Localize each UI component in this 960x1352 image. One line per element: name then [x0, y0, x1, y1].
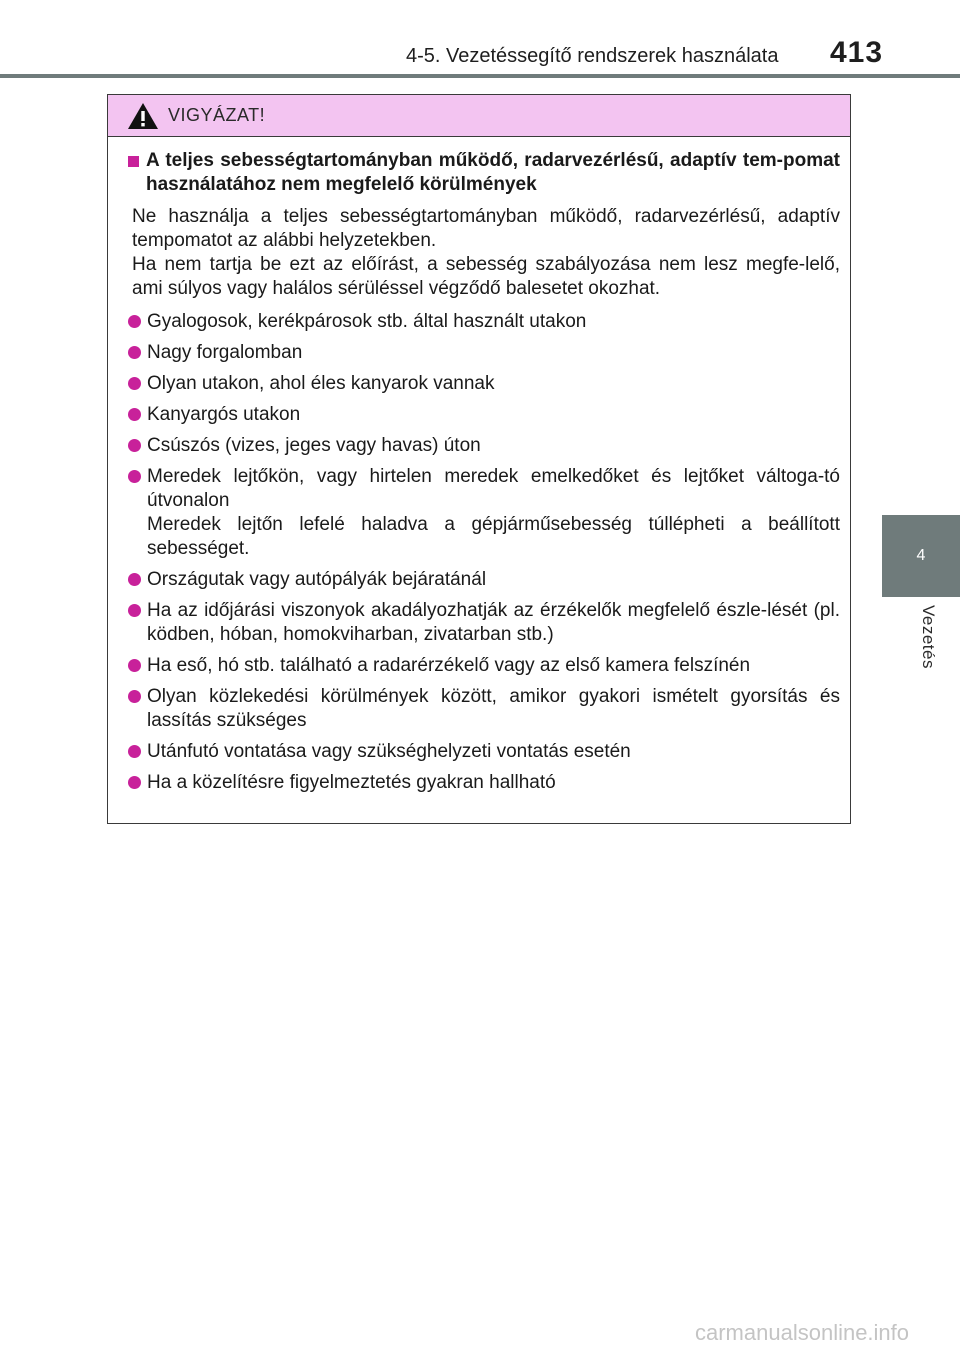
- list-item: [128, 568, 840, 592]
- list-item-text: Olyan utakon, ahol éles kanyarok vannak: [147, 373, 495, 394]
- list-item-text: Meredek lejtőkön, vagy hirtelen meredek emelkedőket és lejtőket váltoga-tó útvonalon: [147, 466, 840, 511]
- header-rule: [0, 74, 960, 78]
- list-item: [128, 771, 840, 795]
- caution-title: VIGYÁZAT!: [168, 105, 266, 125]
- list-item: [128, 654, 840, 678]
- watermark: carmanualsonline.info: [695, 1320, 910, 1345]
- list-item: [128, 465, 840, 561]
- bullet-icon: [128, 315, 141, 328]
- caution-body: [108, 137, 850, 795]
- list-item: [128, 740, 840, 764]
- caution-intro: [132, 205, 840, 301]
- list-item: [128, 599, 840, 647]
- list-item: [128, 434, 840, 458]
- bullet-icon: [128, 659, 141, 672]
- bullet-icon: [128, 573, 141, 586]
- section-title: 4-5. Vezetéssegítő rendszerek használata: [406, 45, 779, 67]
- bullet-icon: [128, 745, 141, 758]
- caution-heading-text: A teljes sebességtartományban működő, radarvezérlésű, adaptív tem-pomat használatához nem megfelelő körülmények: [146, 150, 840, 195]
- bullet-icon: [128, 346, 141, 359]
- list-item-text: Ha az időjárási viszonyok akadályozhatják az érzékelők megfelelő észle-lését (pl. ködben, hóban, homokviharban, zivatarban stb.): [147, 600, 840, 645]
- intro-paragraph-2: Ha nem tartja be ezt az előírást, a sebesség szabályozása nem lesz megfe-lelő, ami súlyos vagy halálos sérüléssel végződő balesetet okozhat.: [132, 254, 840, 299]
- bullet-icon: [128, 776, 141, 789]
- caution-header: [108, 95, 850, 137]
- warning-icon: [127, 102, 159, 130]
- list-item: [128, 685, 840, 733]
- bullet-icon: [128, 408, 141, 421]
- bullet-icon: [128, 439, 141, 452]
- list-item-text: Kanyargós utakon: [147, 404, 301, 425]
- bullet-icon: [128, 377, 141, 390]
- caution-heading: [128, 149, 840, 197]
- list-item-note: Meredek lejtőn lefelé haladva a gépjárműsebesség túllépheti a beállított sebességet.: [147, 514, 840, 559]
- chapter-tab: 4: [882, 515, 960, 597]
- chapter-label: Vezetés: [919, 605, 938, 669]
- list-item-text: Nagy forgalomban: [147, 342, 303, 363]
- bullet-icon: [128, 690, 141, 703]
- list-item: [128, 310, 840, 334]
- list-item: [128, 403, 840, 427]
- condition-list: [128, 310, 840, 795]
- bullet-icon: [128, 604, 141, 617]
- list-item-text: Csúszós (vizes, jeges vagy havas) úton: [147, 435, 481, 456]
- list-item-text: Olyan közlekedési körülmények között, amikor gyakori ismételt gyorsítás és lassítás szükséges: [147, 686, 840, 731]
- list-item: [128, 341, 840, 365]
- list-item-text: Ha eső, hó stb. található a radarérzékelő vagy az első kamera felszínén: [147, 655, 751, 676]
- page-number: 413: [830, 36, 884, 69]
- list-item: [128, 372, 840, 396]
- list-item-text: Utánfutó vontatása vagy szükséghelyzeti vontatás esetén: [147, 741, 631, 762]
- bullet-icon: [128, 470, 141, 483]
- intro-paragraph-1: Ne használja a teljes sebességtartományban működő, radarvezérlésű, adaptív tempomatot az alábbi helyzetekben.: [132, 206, 840, 251]
- square-bullet-icon: [128, 156, 139, 167]
- list-item-text: Ha a közelítésre figyelmeztetés gyakran hallható: [147, 772, 556, 793]
- list-item-text: Országutak vagy autópályák bejáratánál: [147, 569, 487, 590]
- page-header: [0, 0, 960, 78]
- caution-box: [107, 94, 851, 824]
- list-item-text: Gyalogosok, kerékpárosok stb. által használt utakon: [147, 311, 587, 332]
